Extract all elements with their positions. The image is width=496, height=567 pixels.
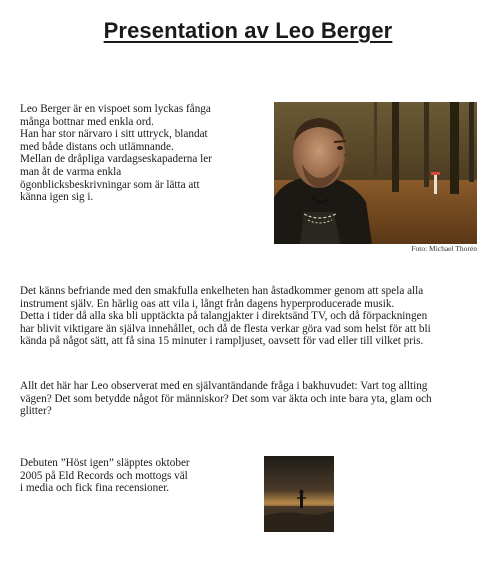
- artist-photo: [274, 102, 477, 244]
- intro-line: Han har stor närvaro i sitt uttryck, blandat: [20, 128, 208, 141]
- intro-line: Leo Berger är en vispoet som lyckas fånga: [20, 103, 211, 115]
- body-paragraph-1: [20, 285, 480, 348]
- intro-line: man åt de varma enkla: [20, 165, 122, 178]
- debut-line: Debuten ”Höst igen” släpptes oktober: [20, 457, 190, 469]
- album-cover: [264, 456, 334, 532]
- page-title-text: Presentation av Leo Berger: [103, 18, 393, 43]
- artist-photo-image: [274, 102, 477, 244]
- page-title: [0, 18, 496, 44]
- intro-line: med både distans och utlämnande.: [20, 140, 174, 153]
- debut-paragraph: [20, 457, 240, 495]
- body1-line: Detta i tider då alla ska bli upptäckta på talangjakter i direktsänd TV, och då förpackningen: [20, 310, 428, 323]
- intro-line: Mellan de dråpliga vardagseskapaderna ler: [20, 153, 212, 166]
- body1-line: Det känns befriande med den smakfulla enkelheten han åstadkommer genom att spela alla: [20, 285, 424, 297]
- intro-line: ögonblicksbeskrivningar som är lätta att: [20, 178, 200, 191]
- album-cover-image: [264, 456, 334, 532]
- body1-line: kända på något sätt, att få sina 15 minuter i rampljuset, oavsett för vad eller till vilket pris.: [20, 335, 424, 348]
- photo-credit: Foto: Michael Thorén: [411, 244, 477, 253]
- body2-line: glitter?: [20, 405, 52, 418]
- debut-line: i media och fick fina recensioner.: [20, 482, 170, 495]
- intro-paragraph: [20, 103, 270, 204]
- body2-line: Allt det här har Leo observerat med en självantändande fråga i bakhuvudet: Vart tog allting: [20, 380, 428, 392]
- intro-line: många bottnar med enkla ord.: [20, 115, 154, 128]
- body1-line: instrument själv. En härlig oas att vila i, långt från dagens hyperproducerade musik.: [20, 297, 395, 310]
- debut-line: 2005 på Eld Records och mottogs väl: [20, 469, 188, 482]
- body1-line: har blivit viktigare än själva innehållet, och då de flesta verkar göra vad som helst för att bli: [20, 322, 431, 335]
- body-paragraph-2: [20, 380, 480, 418]
- body2-line: vägen? Det som betydde något för människor? Det som var äkta och inte bara yta, glam och: [20, 392, 432, 405]
- intro-line: känna igen sig i.: [20, 191, 94, 204]
